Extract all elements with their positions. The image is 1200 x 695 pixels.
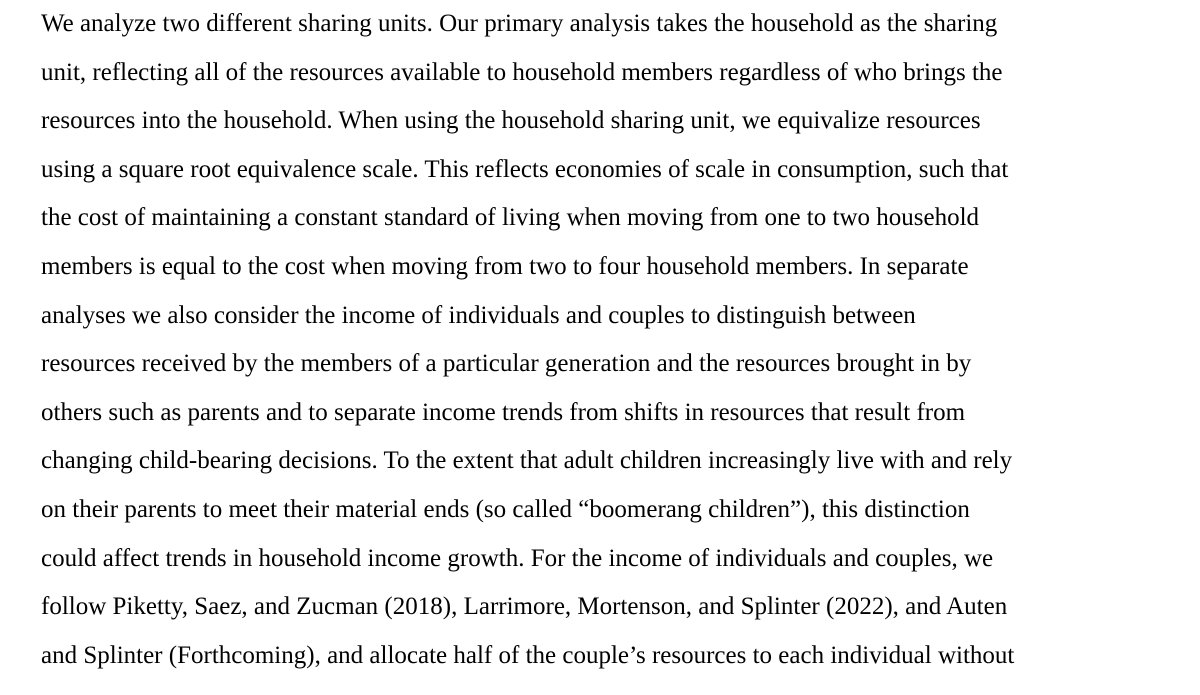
text-line: unit, reflecting all of the resources available to household members regardless of who brings the: [41, 58, 1003, 86]
text-line: the cost of maintaining a constant standard of living when moving from one to two household: [41, 204, 980, 232]
text-line: members is equal to the cost when moving from two to four household members. In separate: [41, 252, 969, 280]
text-line: others such as parents and to separate income trends from shifts in resources that result from: [41, 398, 966, 426]
text-line: using a square root equivalence scale. This reflects economies of scale in consumption, such that: [41, 155, 1009, 183]
text-line: analyses we also consider the income of individuals and couples to distinguish between: [41, 301, 916, 329]
body-paragraph: [41, 0, 1191, 680]
text-line: and Splinter (Forthcoming), and allocate half of the couple’s resources to each individual without: [41, 641, 1015, 669]
text-line: We analyze two different sharing units. Our primary analysis takes the household as the sharing: [41, 10, 998, 37]
text-line: follow Piketty, Saez, and Zucman (2018), Larrimore, Mortenson, and Splinter (2022), and Auten: [41, 593, 1008, 621]
text-line: on their parents to meet their material ends (so called “boomerang children”), this distinction: [41, 495, 970, 523]
text-line: resources received by the members of a particular generation and the resources brought in by: [41, 350, 972, 378]
text-line: could affect trends in household income growth. For the income of individuals and couples, we: [41, 544, 994, 572]
text-line: changing child-bearing decisions. To the extent that adult children increasingly live with and rely: [41, 447, 1013, 475]
text-line: resources into the household. When using the household sharing unit, we equivalize resources: [41, 107, 981, 135]
